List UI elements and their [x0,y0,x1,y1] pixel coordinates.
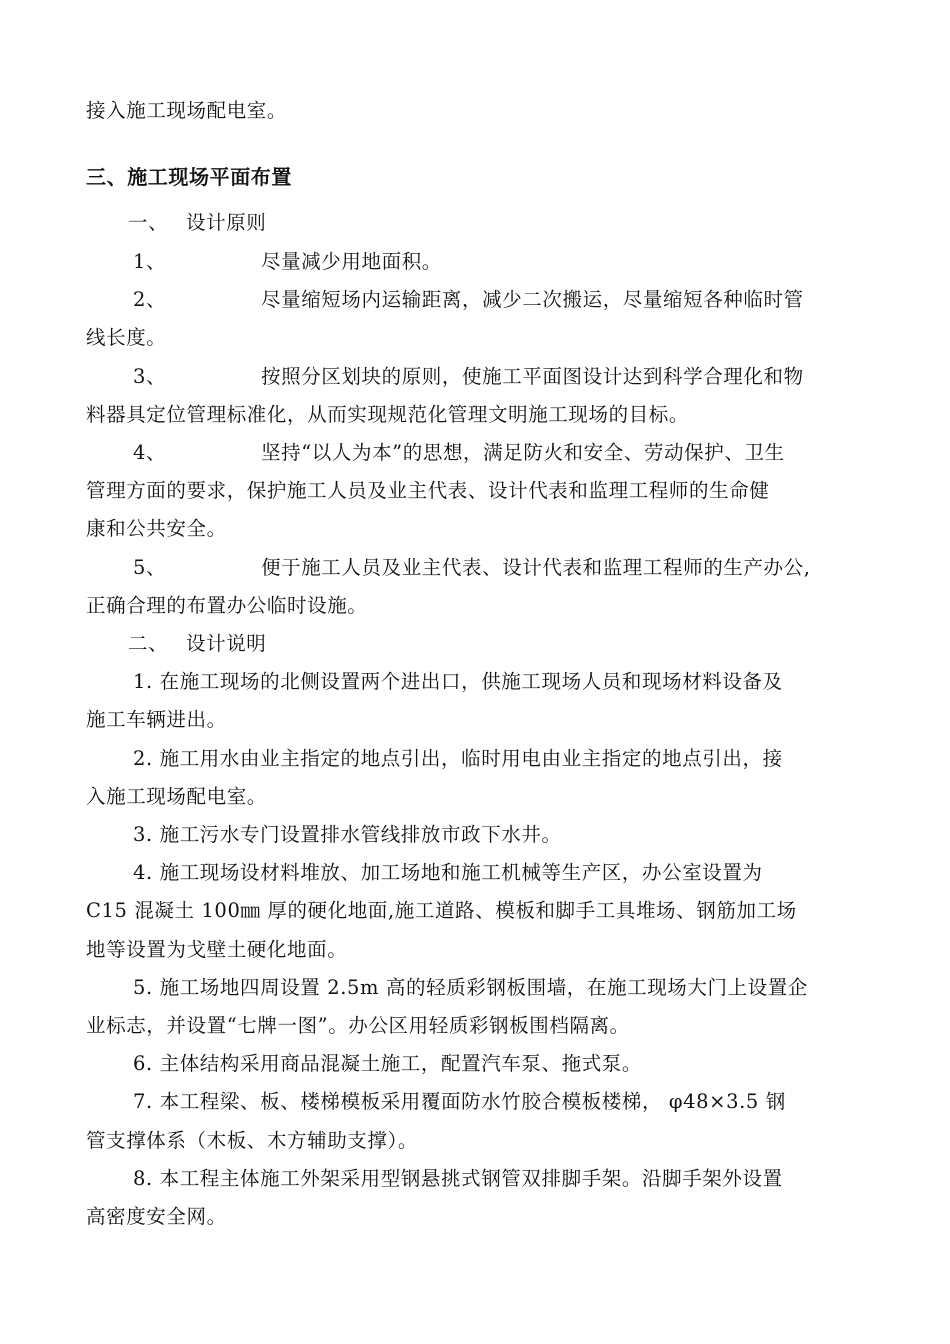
item-text: 便于施工人员及业主代表、设计代表和监理工程师的生产办公, [261,556,811,579]
subsection-title: 设计说明 [186,632,267,655]
text-line: 2. 施工用水由业主指定的地点引出，临时用电由业主指定的地点引出，接 [133,747,783,770]
text-line: 8. 本工程主体施工外架采用型钢悬挑式钢管双排脚手架。沿脚手架外设置 [133,1167,783,1190]
text-line: 地等设置为戈壁土硬化地面。 [86,938,348,961]
item-number: 4、 [133,441,167,464]
list-item [133,364,866,390]
text-line: 3. 施工污水专门设置排水管线排放市政下水井。 [133,823,562,846]
text-line: 1. 在施工现场的北侧设置两个进出口，供施工现场人员和现场材料设备及 [133,670,783,693]
item-text: 尽量减少用地面积。 [261,250,442,273]
text-line: 正确合理的布置办公临时设施。 [86,594,368,617]
list-item [133,555,866,581]
text-line: 6. 主体结构采用商品混凝土施工，配置汽车泵、拖式泵。 [133,1052,643,1075]
item-text: 尽量缩短场内运输距离，减少二次搬运，尽量缩短各种临时管 [261,288,804,311]
text-line: C15 混凝土 100㎜ 厚的硬化地面,施工道路、模板和脚手工具堆场、钢筋加工场 [86,899,797,922]
text-line: 入施工现场配电室。 [86,785,267,808]
text-line: 施工车辆进出。 [86,708,227,731]
item-number: 3、 [133,365,167,388]
text-line: 7. 本工程梁、板、楼梯模板采用覆面防水竹胶合模板楼梯， φ48×3.5 钢 [133,1090,786,1113]
item-text: 按照分区划块的原则，使施工平面图设计达到科学合理化和物 [261,365,804,388]
item-number: 1、 [133,250,167,273]
text-line: 线长度。 [86,326,167,349]
text-line: 业标志，并设置“七牌一图”。办公区用轻质彩钢板围档隔离。 [86,1014,630,1037]
text-line: 接入施工现场配电室。 [86,99,288,122]
item-text: 坚持“以人为本”的思想，满足防火和安全、劳动保护、卫生 [261,441,785,464]
subsection-number: 一、 [128,211,169,234]
item-number: 5、 [133,556,167,579]
subsection-heading [128,631,866,657]
subsection-heading [128,210,866,236]
subsection-title: 设计原则 [186,211,267,234]
list-item [133,249,866,275]
subsection-number: 二、 [128,632,169,655]
text-line: 料器具定位管理标准化，从而实现规范化管理文明施工现场的目标。 [86,403,690,426]
text-line: 康和公共安全。 [86,517,227,540]
text-line: 管支撑体系（木板、木方辅助支撑）。 [86,1129,418,1152]
text-line: 4. 施工现场设材料堆放、加工场地和施工机械等生产区，办公室设置为 [133,861,763,884]
list-item [133,440,866,466]
list-item [133,287,866,313]
section-heading: 三、施工现场平面布置 [86,165,292,189]
text-line: 5. 施工场地四周设置 2.5m 高的轻质彩钢板围墙，在施工现场大门上设置企 [133,976,809,999]
item-number: 2、 [133,288,167,311]
text-line: 高密度安全网。 [86,1205,227,1228]
text-line: 管理方面的要求，保护施工人员及业主代表、设计代表和监理工程师的生命健 [86,479,770,502]
